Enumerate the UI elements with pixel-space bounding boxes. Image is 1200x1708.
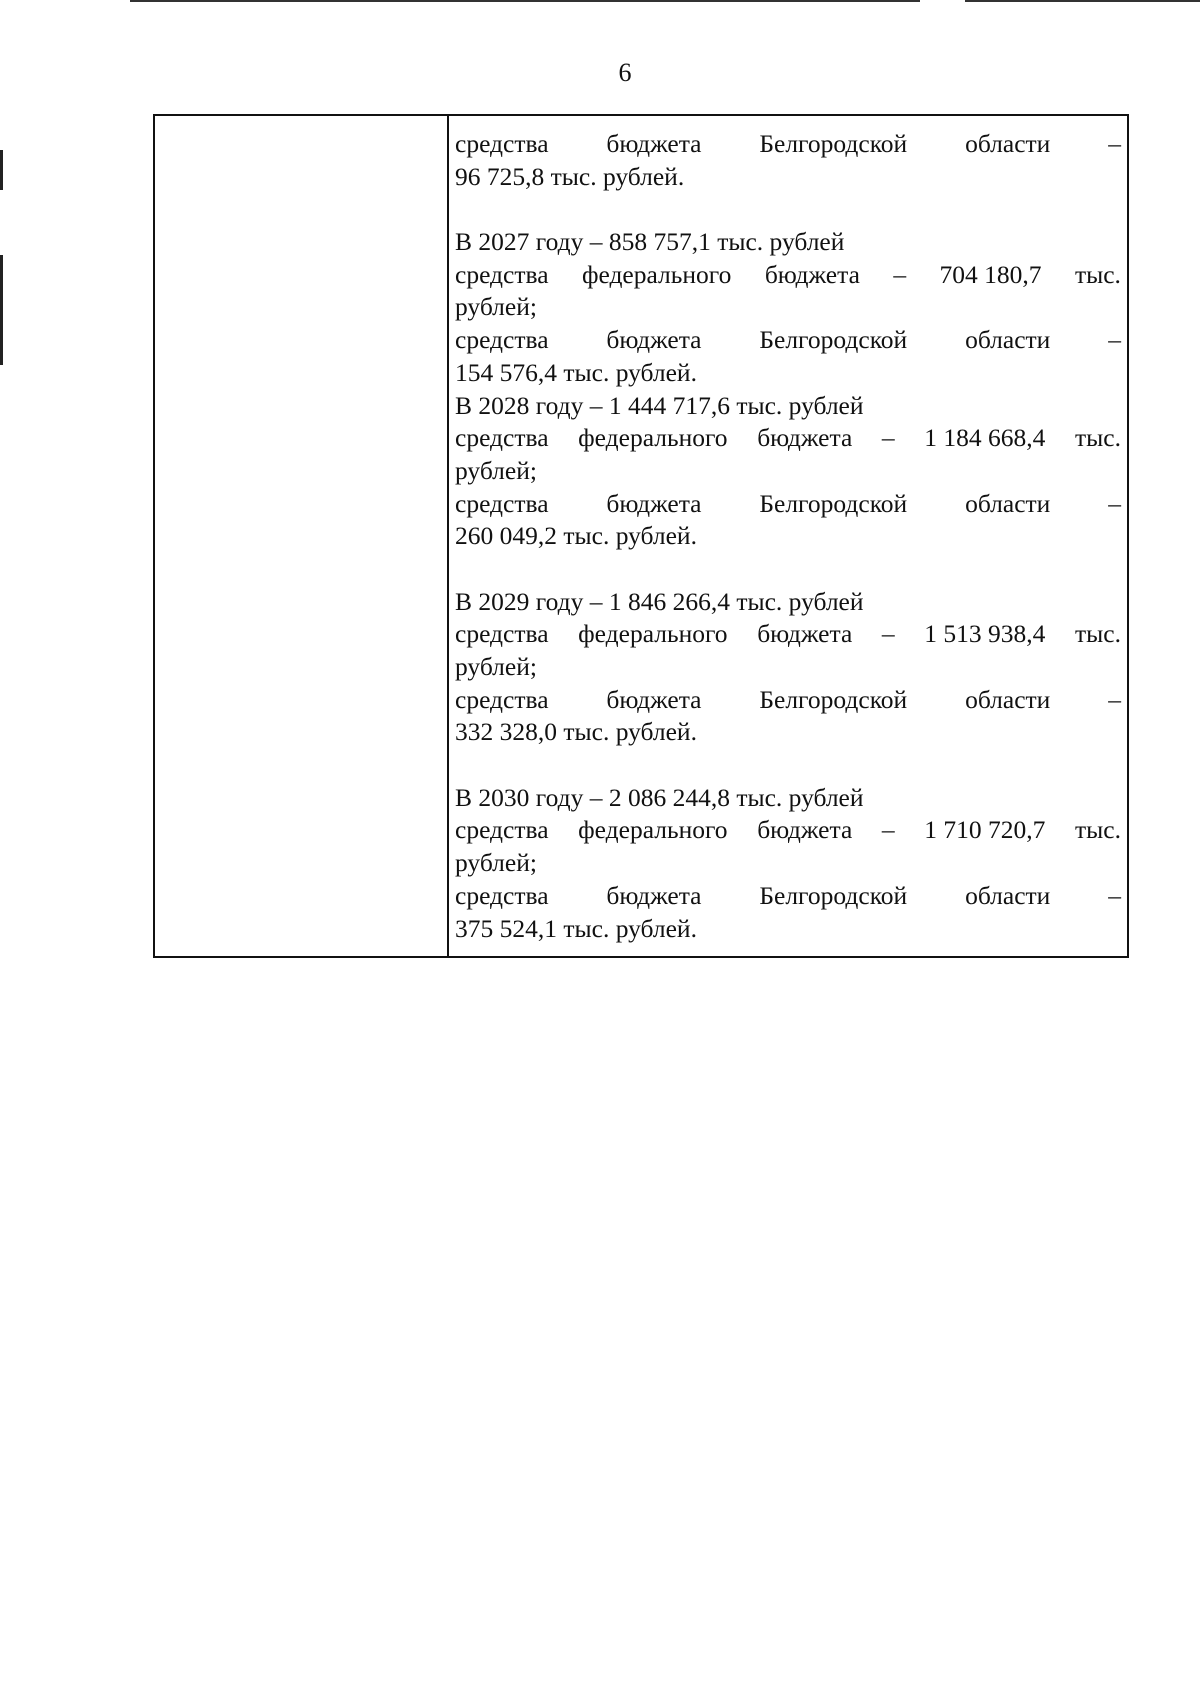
federal-budget-line xyxy=(455,618,1121,651)
word: средства xyxy=(455,815,549,845)
word: – xyxy=(1108,325,1121,355)
table-right-cell xyxy=(449,116,1127,956)
word: федерального xyxy=(578,619,728,649)
word: 704 180,7 xyxy=(939,259,1042,289)
year-heading: В 2030 году – 2 086 244,8 тыс. рублей xyxy=(455,782,864,812)
federal-budget-tail: рублей; xyxy=(455,455,537,485)
word: Белгородской xyxy=(759,684,908,714)
scan-top-edge-left xyxy=(130,0,920,2)
word: области xyxy=(965,325,1051,355)
regional-budget-line xyxy=(455,324,1121,357)
word: 1 710 720,7 xyxy=(924,815,1046,845)
word: средства xyxy=(455,684,549,714)
word: бюджета xyxy=(606,684,702,714)
word: – xyxy=(881,423,895,453)
word: средства xyxy=(455,880,549,910)
funding-table xyxy=(153,114,1129,958)
word: – xyxy=(1108,880,1121,910)
scan-left-edge-mark xyxy=(0,150,3,190)
word: 1 184 668,4 xyxy=(924,423,1046,453)
federal-budget-line xyxy=(455,259,1121,292)
word: федерального xyxy=(578,815,728,845)
word: Белгородской xyxy=(759,880,908,910)
word: бюджета xyxy=(606,129,702,158)
word: бюджета xyxy=(764,259,860,289)
regional-budget-line xyxy=(455,880,1121,913)
regional-budget-line xyxy=(455,684,1121,717)
regional-budget-amount: 96 725,8 тыс. рублей. xyxy=(455,161,685,191)
word: Белгородской xyxy=(759,325,908,355)
regional-budget-amount: 375 524,1 тыс. рублей. xyxy=(455,913,697,943)
regional-budget-amount: 260 049,2 тыс. рублей. xyxy=(455,521,697,551)
word: Белгородской xyxy=(759,488,908,518)
scan-left-edge-mark-lower xyxy=(0,255,3,365)
year-heading: В 2028 году – 1 444 717,6 тыс. рублей xyxy=(455,390,864,420)
federal-budget-tail: рублей; xyxy=(455,292,537,322)
word: средства xyxy=(455,129,549,158)
word: федерального xyxy=(581,259,732,289)
spacer xyxy=(455,553,1121,586)
word: – xyxy=(1108,488,1121,518)
word: бюджета xyxy=(606,325,702,355)
word: тыс. xyxy=(1075,423,1121,453)
scan-top-edge-right xyxy=(965,0,1200,2)
word: бюджета xyxy=(606,880,702,910)
regional-budget-amount: 154 576,4 тыс. рублей. xyxy=(455,357,697,387)
word: – xyxy=(893,259,907,289)
word: тыс. xyxy=(1075,815,1121,845)
regional-budget-line xyxy=(455,488,1121,521)
federal-budget-tail: рублей; xyxy=(455,652,537,681)
word: средства xyxy=(455,423,549,453)
word: области xyxy=(965,488,1051,518)
federal-budget-line xyxy=(455,422,1121,455)
word: средства xyxy=(455,619,549,649)
word: средства xyxy=(455,259,549,289)
regional-budget-line xyxy=(455,128,1121,161)
spacer xyxy=(455,749,1121,782)
word: – xyxy=(881,815,895,845)
word: – xyxy=(1108,129,1121,158)
word: тыс. xyxy=(1075,619,1121,649)
word: федерального xyxy=(578,423,728,453)
word: Белгородской xyxy=(759,129,908,158)
federal-budget-tail: рублей; xyxy=(455,848,537,878)
table-left-cell xyxy=(155,116,449,956)
word: бюджета xyxy=(757,815,853,845)
word: области xyxy=(965,129,1051,158)
word: – xyxy=(1108,684,1121,714)
regional-budget-amount: 332 328,0 тыс. рублей. xyxy=(455,717,697,747)
year-heading: В 2029 году – 1 846 266,4 тыс. рублей xyxy=(455,586,864,616)
word: области xyxy=(965,684,1051,714)
page-number: 6 xyxy=(618,58,632,87)
spacer xyxy=(455,193,1121,226)
word: – xyxy=(881,619,895,649)
word: 1 513 938,4 xyxy=(924,619,1046,649)
federal-budget-line xyxy=(455,814,1121,847)
word: бюджета xyxy=(606,488,702,518)
year-heading: В 2027 году – 858 757,1 тыс. рублей xyxy=(455,227,845,257)
word: области xyxy=(965,880,1051,910)
word: средства xyxy=(455,325,549,355)
word: средства xyxy=(455,488,549,518)
word: тыс. xyxy=(1074,259,1121,289)
word: бюджета xyxy=(757,619,853,649)
word: бюджета xyxy=(757,423,853,453)
